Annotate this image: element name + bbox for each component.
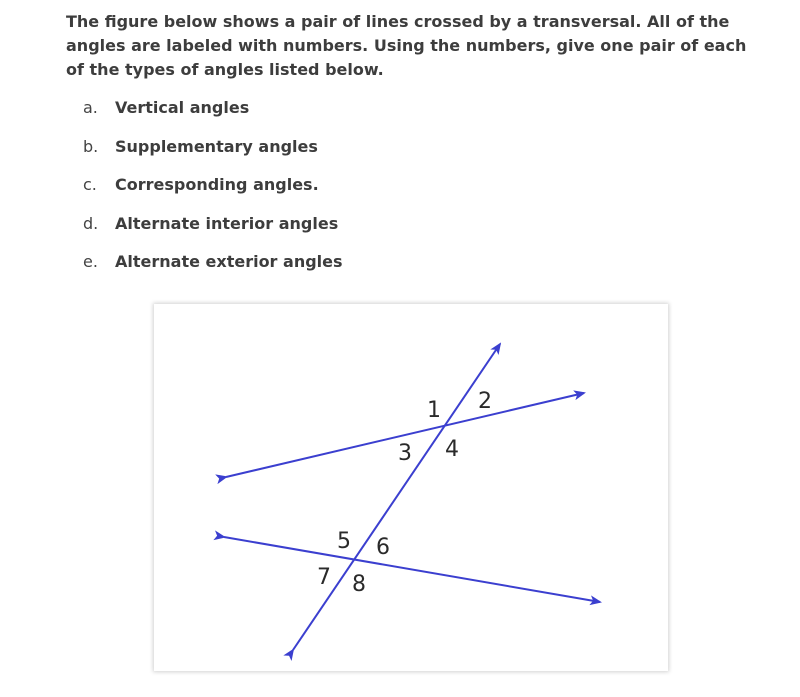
option-label: Supplementary angles (115, 136, 318, 156)
option-letter: a. (83, 98, 98, 117)
option-label: Alternate interior angles (115, 213, 339, 233)
angle-label-2: 2 (478, 389, 492, 414)
option-letter: d. (83, 213, 99, 233)
angle-label-3: 3 (398, 441, 412, 466)
angle-label-1: 1 (427, 398, 441, 423)
option-alternate-exterior-angles (83, 250, 343, 289)
transversal-figure (154, 304, 668, 671)
angle-label-6: 6 (376, 535, 390, 560)
lower-line (224, 537, 600, 602)
option-letter: b. (83, 136, 99, 156)
option-label: Alternate exterior angles (115, 252, 343, 271)
option-vertical-angles (83, 96, 343, 135)
angle-label-4: 4 (445, 437, 459, 462)
angle-label-5: 5 (337, 529, 351, 554)
option-supplementary-angles (83, 135, 343, 174)
question-text: The figure below shows a pair of lines crossed by a transversal. All of the angles are labeled with numbers. Using the numbers, give one pair of each of the types of angles listed below. (66, 12, 747, 79)
option-label: Corresponding angles. (115, 175, 319, 194)
transversal-line (293, 344, 500, 650)
option-alternate-interior-angles (83, 212, 343, 251)
option-label: Vertical angles (115, 98, 250, 117)
option-letter: c. (83, 175, 97, 194)
option-letter: e. (83, 252, 98, 271)
angle-type-list (83, 96, 343, 289)
transversal-diagram (154, 304, 668, 671)
option-corresponding-angles (83, 173, 343, 212)
angle-label-7: 7 (317, 565, 331, 590)
angle-label-8: 8 (352, 572, 366, 597)
